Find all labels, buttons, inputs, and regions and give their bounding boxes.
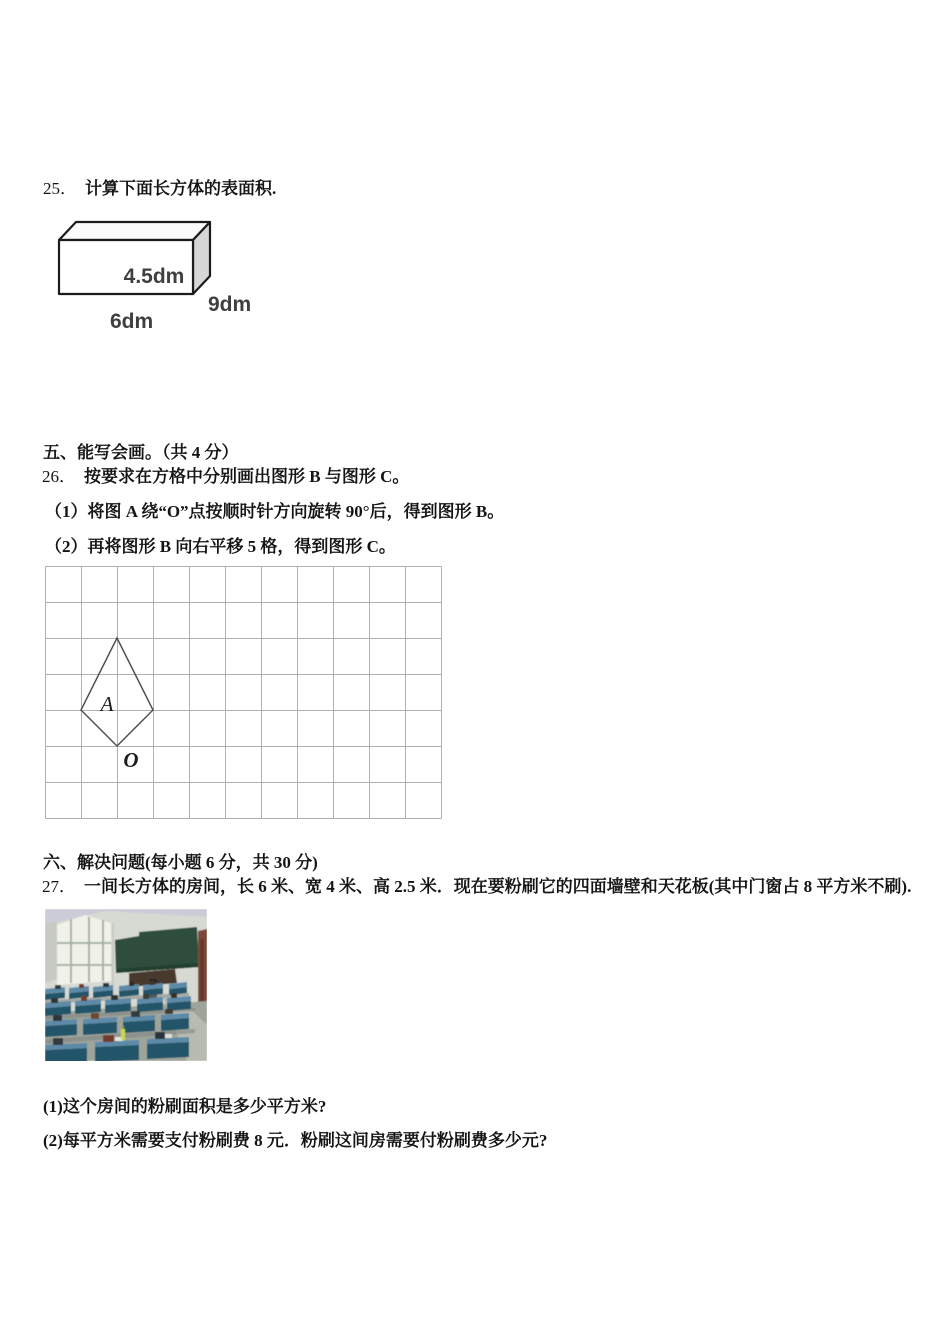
section-6-heading bbox=[43, 852, 318, 873]
section-6-title: 六、解决问题(每小题 6 分，共 30 分) bbox=[43, 853, 318, 872]
question-26-sub1-text: （1）将图 A 绕“O”点按顺时针方向旋转 90°后，得到图形 B。 bbox=[45, 502, 505, 521]
cuboid-top-face bbox=[59, 222, 210, 240]
section-5-title: 五、能写会画。（共 4 分） bbox=[43, 443, 239, 462]
photo-wall-shade bbox=[45, 921, 57, 983]
classroom-photo bbox=[45, 909, 207, 1061]
question-27-sub1-text: (1)这个房间的粉刷面积是多少平方米? bbox=[43, 1097, 327, 1116]
question-27-sub2 bbox=[43, 1130, 547, 1151]
photo-bottle bbox=[121, 1029, 125, 1040]
photo-bottle-cap bbox=[122, 1026, 124, 1029]
question-25-number: 25． bbox=[43, 179, 77, 198]
shape-a-label: A bbox=[100, 692, 114, 716]
grid-figure bbox=[45, 566, 442, 819]
question-27-number: 27． bbox=[42, 877, 76, 896]
question-25-text: 计算下面长方体的表面积. bbox=[85, 179, 277, 198]
cuboid-depth-label: 9dm bbox=[208, 293, 252, 316]
question-25 bbox=[43, 178, 276, 199]
question-26-number: 26． bbox=[42, 467, 76, 486]
cuboid-length-label: 6dm bbox=[110, 310, 154, 333]
question-27 bbox=[42, 876, 911, 897]
cuboid-figure bbox=[50, 212, 265, 340]
point-o-label: O bbox=[123, 748, 139, 772]
question-26-text: 按要求在方格中分别画出图形 B 与图形 C。 bbox=[84, 467, 410, 486]
question-26-sub2-text: （2）再将图形 B 向右平移 5 格，得到图形 C。 bbox=[45, 537, 396, 556]
question-27-text: 一间长方体的房间，长 6 米、宽 4 米、高 2.5 米．现在要粉刷它的四面墙壁和天花板(其中门窗占 8 平方米不刷). bbox=[84, 877, 912, 896]
section-5-heading bbox=[43, 442, 239, 463]
cuboid-width-label: 4.5dm bbox=[123, 265, 185, 288]
question-26 bbox=[42, 466, 409, 487]
question-26-sub2 bbox=[45, 536, 396, 557]
question-26-sub1 bbox=[45, 501, 504, 522]
question-27-sub1 bbox=[43, 1096, 326, 1117]
question-27-sub2-text: (2)每平方米需要支付粉刷费 8 元．粉刷这间房需要付粉刷费多少元? bbox=[43, 1131, 548, 1150]
